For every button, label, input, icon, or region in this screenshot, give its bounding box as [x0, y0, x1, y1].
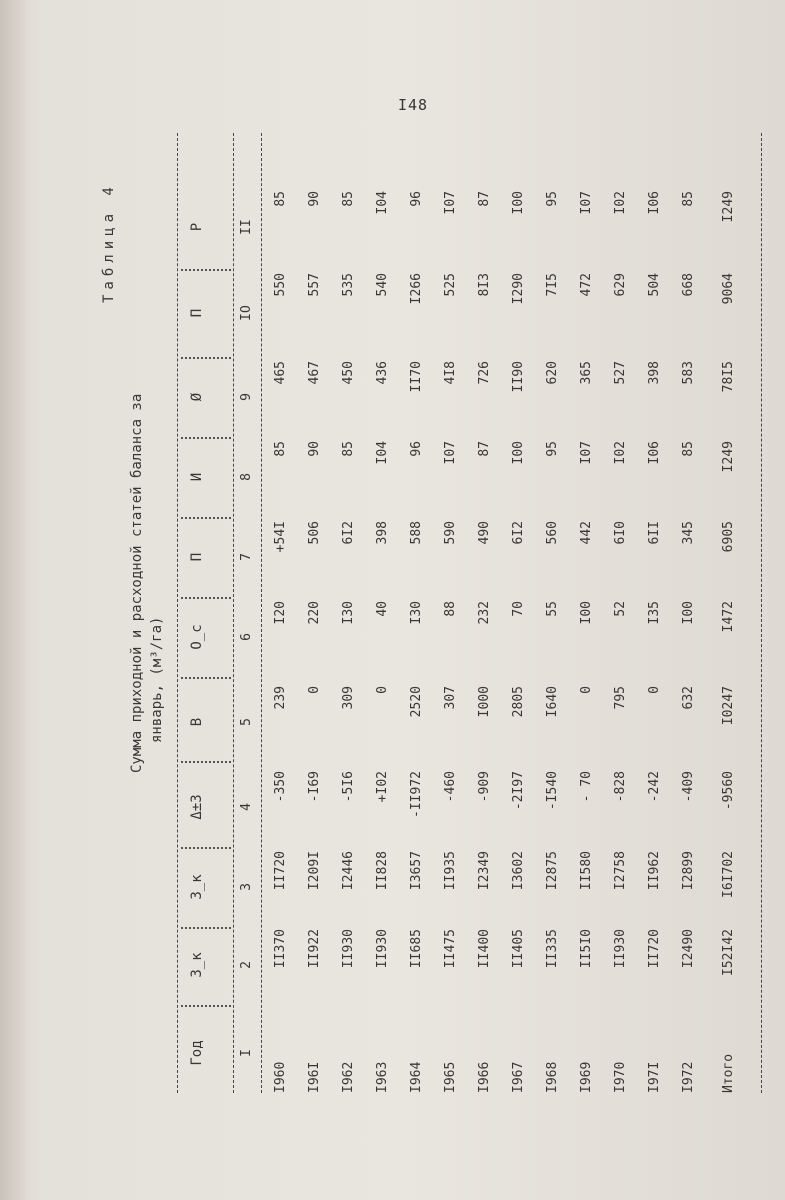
- table-cell: -242: [647, 771, 662, 803]
- table-label: Таблица 4: [101, 182, 117, 303]
- table-cell: II335: [545, 929, 560, 969]
- table-cell: -909: [477, 771, 492, 803]
- table-cell: II370: [273, 929, 288, 969]
- table-cell: - 70: [579, 771, 594, 803]
- page-binding-edge: [0, 0, 26, 1200]
- table-cell: II930: [341, 929, 356, 969]
- table-cell: 70: [511, 601, 526, 617]
- row-year: I962: [341, 1061, 356, 1093]
- table-cell: 442: [579, 521, 594, 545]
- table-cell: I0247: [721, 686, 736, 726]
- table-cell: 307: [443, 686, 458, 710]
- table-cell: I2758: [613, 851, 628, 891]
- table-cell: I2899: [681, 851, 696, 891]
- table-cell: I00: [681, 601, 696, 625]
- table-cell: I07: [443, 441, 458, 465]
- number-row-rule: [261, 133, 262, 1093]
- table-cell: 90: [307, 191, 322, 207]
- table-top-rule: [177, 133, 178, 1093]
- table-bottom-rule: [761, 133, 762, 1093]
- row-year: Итого: [721, 1053, 736, 1093]
- header-separator: [181, 517, 231, 519]
- column-header: П: [189, 552, 205, 562]
- column-number: 8: [239, 473, 254, 481]
- table-cell: II720: [273, 851, 288, 891]
- table-cell: 220: [307, 601, 322, 625]
- table-cell: I2490: [681, 929, 696, 969]
- table-cell: 467: [307, 361, 322, 385]
- table-cell: 0: [375, 686, 390, 694]
- column-number: 4: [239, 803, 254, 811]
- table-cell: I00: [511, 441, 526, 465]
- table-cell: 52: [613, 601, 628, 617]
- table-cell: 490: [477, 521, 492, 545]
- rotated-table-area: [87, 103, 737, 1103]
- column-number: 9: [239, 393, 254, 401]
- table-cell: 398: [647, 361, 662, 385]
- table-cell: -460: [443, 771, 458, 803]
- table-cell: -I69: [307, 771, 322, 803]
- table-cell: I02: [613, 441, 628, 465]
- table-cell: II930: [375, 929, 390, 969]
- table-cell: 0: [307, 686, 322, 694]
- table-cell: 590: [443, 521, 458, 545]
- table-cell: 465: [273, 361, 288, 385]
- column-header: П: [189, 308, 205, 318]
- table-cell: 365: [579, 361, 594, 385]
- table-cell: I07: [443, 191, 458, 215]
- table-cell: -2I97: [511, 771, 526, 811]
- table-cell: 90: [307, 441, 322, 457]
- column-number: II: [239, 219, 254, 235]
- table-cell: II405: [511, 929, 526, 969]
- page-number: I48: [398, 96, 429, 114]
- table-cell: -5I6: [341, 771, 356, 803]
- table-cell: 0: [647, 686, 662, 694]
- table-cell: 557: [307, 273, 322, 297]
- table-cell: 535: [341, 273, 356, 297]
- table-cell: 88: [443, 601, 458, 617]
- row-year: I964: [409, 1061, 424, 1093]
- column-header: Р: [189, 222, 205, 232]
- table-cell: I209I: [307, 851, 322, 891]
- table-cell: 620: [545, 361, 560, 385]
- table-cell: I2349: [477, 851, 492, 891]
- table-cell: 40: [375, 601, 390, 617]
- table-cell: 6II: [647, 521, 662, 545]
- table-cell: -409: [681, 771, 696, 803]
- table-cell: -350: [273, 771, 288, 803]
- table-cell: 4I8: [443, 361, 458, 385]
- table-cell: I249: [721, 191, 736, 223]
- table-cell: I00: [511, 191, 526, 215]
- table-cell: +I02: [375, 771, 390, 803]
- column-header: З_к: [189, 874, 205, 900]
- table-cell: I249: [721, 441, 736, 473]
- table-cell: I472: [721, 601, 736, 633]
- header-rule: [233, 133, 234, 1093]
- header-separator: [181, 761, 231, 763]
- row-year: I966: [477, 1061, 492, 1093]
- table-cell: 560: [545, 521, 560, 545]
- table-cell: 436: [375, 361, 390, 385]
- row-year: I97I: [647, 1061, 662, 1093]
- table-cell: II962: [647, 851, 662, 891]
- table-cell: 85: [273, 441, 288, 457]
- caption-line-1: Сумма приходной и расходной статей баланса за: [129, 393, 145, 773]
- table-cell: I3657: [409, 851, 424, 891]
- table-cell: 6905: [721, 521, 736, 553]
- header-separator: [181, 597, 231, 599]
- table-cell: 9064: [721, 273, 736, 305]
- table-cell: 96: [409, 441, 424, 457]
- column-number: 3: [239, 883, 254, 891]
- caption-line-2: январь, (м³/га): [149, 616, 165, 743]
- table-cell: II70: [409, 361, 424, 393]
- table-cell: I266: [409, 273, 424, 305]
- table-cell: I35: [647, 601, 662, 625]
- table-cell: 0: [579, 686, 594, 694]
- row-year: I960: [273, 1061, 288, 1093]
- table-cell: 87: [477, 191, 492, 207]
- table-cell: 232: [477, 601, 492, 625]
- table-cell: 239: [273, 686, 288, 710]
- table-cell: II5I0: [579, 929, 594, 969]
- table-cell: II935: [443, 851, 458, 891]
- column-header: И: [189, 472, 205, 482]
- table-cell: 85: [341, 441, 356, 457]
- table-cell: 504: [647, 273, 662, 297]
- table-cell: II720: [647, 929, 662, 969]
- table-cell: 78I5: [721, 361, 736, 393]
- table-cell: II400: [477, 929, 492, 969]
- table-cell: 85: [681, 191, 696, 207]
- header-separator: [181, 847, 231, 849]
- table-cell: 588: [409, 521, 424, 545]
- table-cell: II90: [511, 361, 526, 393]
- table-cell: +54I: [273, 521, 288, 553]
- table-cell: I2446: [341, 851, 356, 891]
- table-cell: 6I0: [613, 521, 628, 545]
- table-cell: I52I42: [721, 929, 736, 976]
- table-cell: 87: [477, 441, 492, 457]
- table-cell: 472: [579, 273, 594, 297]
- table-cell: I07: [579, 191, 594, 215]
- table-cell: 85: [273, 191, 288, 207]
- table-cell: 583: [681, 361, 696, 385]
- table-cell: 540: [375, 273, 390, 297]
- table-cell: 629: [613, 273, 628, 297]
- table-caption: [127, 373, 167, 773]
- table-cell: I000: [477, 686, 492, 718]
- table-cell: 7I5: [545, 273, 560, 297]
- table-cell: 450: [341, 361, 356, 385]
- table-cell: 726: [477, 361, 492, 385]
- table-cell: 2520: [409, 686, 424, 718]
- table-cell: I04: [375, 191, 390, 215]
- row-year: I963: [375, 1061, 390, 1093]
- table-cell: 96: [409, 191, 424, 207]
- table-cell: 309: [341, 686, 356, 710]
- table-cell: II922: [307, 929, 322, 969]
- table-cell: I30: [341, 601, 356, 625]
- column-header: Δ±З: [189, 794, 205, 820]
- header-separator: [181, 357, 231, 359]
- row-year: I967: [511, 1061, 526, 1093]
- table-cell: I2875: [545, 851, 560, 891]
- table-cell: II475: [443, 929, 458, 969]
- table-cell: II580: [579, 851, 594, 891]
- row-year: I96I: [307, 1061, 322, 1093]
- row-year: I970: [613, 1061, 628, 1093]
- row-year: I972: [681, 1061, 696, 1093]
- table-cell: 527: [613, 361, 628, 385]
- table-cell: 95: [545, 191, 560, 207]
- table-cell: I20: [273, 601, 288, 625]
- table-cell: -II972: [409, 771, 424, 818]
- row-year: I965: [443, 1061, 458, 1093]
- column-number: I: [239, 1049, 254, 1057]
- row-year: I969: [579, 1061, 594, 1093]
- table-cell: I00: [579, 601, 594, 625]
- table-cell: 550: [273, 273, 288, 297]
- column-number: 7: [239, 553, 254, 561]
- table-cell: 398: [375, 521, 390, 545]
- header-separator: [181, 1005, 231, 1007]
- table-cell: I290: [511, 273, 526, 305]
- column-header: З_к: [189, 952, 205, 978]
- table-cell: -828: [613, 771, 628, 803]
- table-cell: 506: [307, 521, 322, 545]
- table-cell: 668: [681, 273, 696, 297]
- column-header: О_с: [189, 624, 205, 650]
- table-cell: II685: [409, 929, 424, 969]
- table-cell: 525: [443, 273, 458, 297]
- table-cell: I06: [647, 191, 662, 215]
- table-cell: 6I2: [511, 521, 526, 545]
- table-cell: I3602: [511, 851, 526, 891]
- table-cell: I04: [375, 441, 390, 465]
- header-separator: [181, 437, 231, 439]
- table-cell: I30: [409, 601, 424, 625]
- table-cell: 8I3: [477, 273, 492, 297]
- table-cell: 632: [681, 686, 696, 710]
- table-cell: 95: [545, 441, 560, 457]
- table-cell: 85: [681, 441, 696, 457]
- table-cell: -I540: [545, 771, 560, 811]
- table-cell: 55: [545, 601, 560, 617]
- table-cell: 795: [613, 686, 628, 710]
- table-cell: 345: [681, 521, 696, 545]
- header-separator: [181, 269, 231, 271]
- column-number: 6: [239, 633, 254, 641]
- table-cell: 6I2: [341, 521, 356, 545]
- table-cell: II828: [375, 851, 390, 891]
- table-cell: II930: [613, 929, 628, 969]
- table-cell: I06: [647, 441, 662, 465]
- table-cell: I6I702: [721, 851, 736, 898]
- column-header: В: [189, 717, 205, 727]
- table-cell: 2805: [511, 686, 526, 718]
- table-cell: -9560: [721, 771, 736, 811]
- table-cell: I07: [579, 441, 594, 465]
- table-cell: I640: [545, 686, 560, 718]
- table-cell: I02: [613, 191, 628, 215]
- column-header: Ø: [189, 392, 205, 402]
- row-year: I968: [545, 1061, 560, 1093]
- column-number: 5: [239, 718, 254, 726]
- column-number: IO: [239, 305, 254, 321]
- header-separator: [181, 677, 231, 679]
- table-cell: 85: [341, 191, 356, 207]
- column-number: 2: [239, 961, 254, 969]
- column-header: Год: [189, 1040, 205, 1066]
